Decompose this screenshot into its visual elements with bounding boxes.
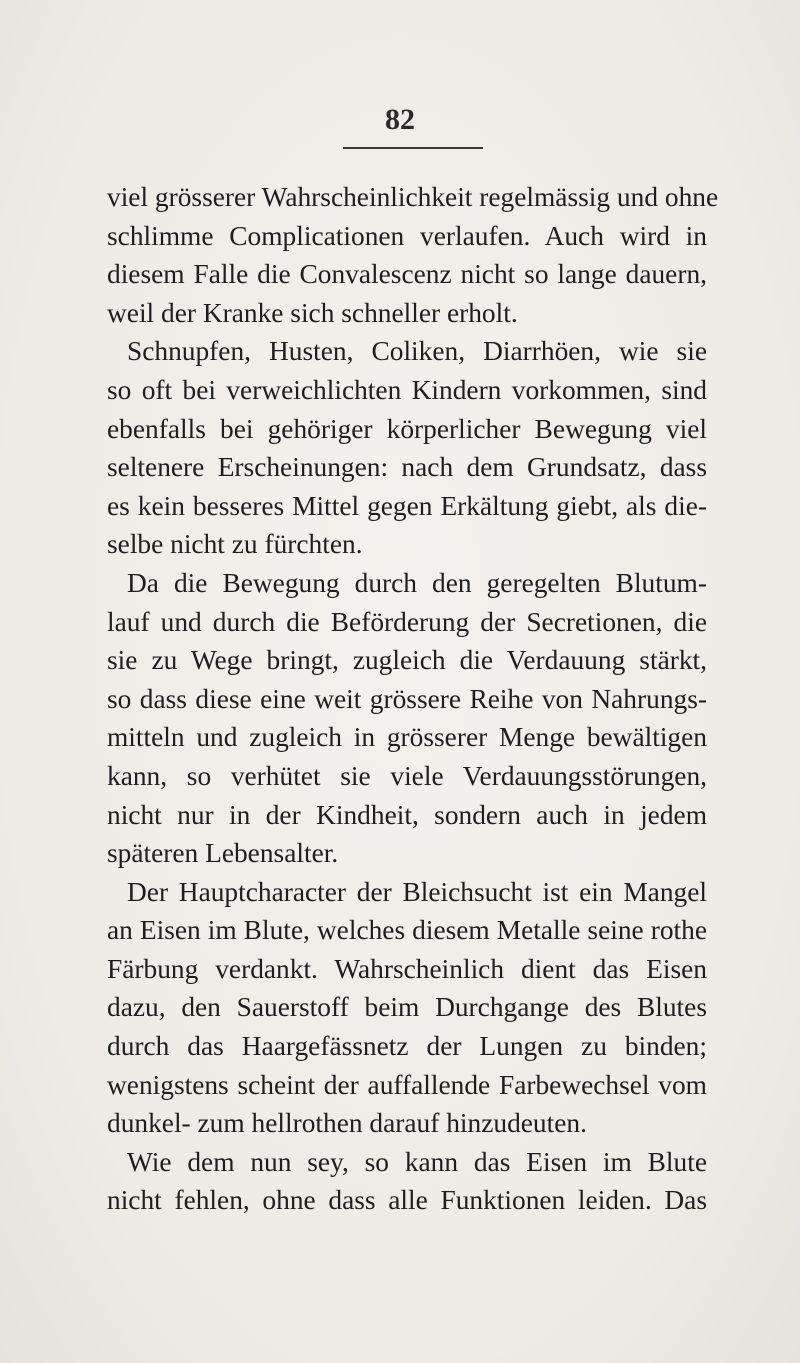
text-line: Färbung verdankt. Wahrscheinlich dient das Eisen	[107, 953, 707, 984]
text-line: es kein besseres Mittel gegen Erkältung giebt, als die-	[107, 490, 707, 521]
text-line: weil der Kranke sich schneller erholt.	[107, 297, 518, 328]
text-line: nicht fehlen, ohne dass alle Funktionen leiden. Das	[107, 1185, 707, 1216]
text-line: kann, so verhütet sie viele Verdauungsstörungen,	[107, 760, 707, 791]
text-line: viel grösserer Wahrscheinlichkeit regelmässig und ohne	[107, 182, 719, 212]
text-line: diesem Falle die Convalescenz nicht so lange dauern,	[107, 259, 707, 290]
text-line: späteren Lebensalter.	[107, 838, 339, 869]
text-line: Schnupfen, Husten, Coliken, Diarrhöen, wie sie	[127, 336, 707, 367]
page-number: 82	[385, 103, 415, 136]
text-line: lauf und durch die Beförderung der Secretionen, die	[107, 606, 707, 637]
text-line: Da die Bewegung durch den geregelten Blutum-	[127, 567, 707, 598]
text-line: an Eisen im Blute, welches diesem Metalle seine rothe	[107, 915, 707, 946]
text-line: sie zu Wege bringt, zugleich die Verdauung stärkt,	[107, 645, 707, 676]
text-line: dazu, den Sauerstoff beim Durchgange des Blutes	[107, 992, 707, 1023]
text-line: so dass diese eine weit grössere Reihe von Nahrungs-	[107, 683, 707, 714]
text-line: wenigstens scheint der auffallende Farbewechsel vom	[107, 1069, 707, 1100]
text-line: seltenere Erscheinungen: nach dem Grundsatz, dass	[107, 452, 707, 483]
text-line: dunkel- zum hellrothen darauf hinzudeuten.	[107, 1108, 587, 1139]
text-line: selbe nicht zu fürchten.	[107, 529, 363, 560]
text-line: so oft bei verweichlichten Kindern vorkommen, sind	[107, 374, 707, 405]
text-line: durch das Haargefässnetz der Lungen zu binden;	[107, 1031, 707, 1062]
text-line: mitteln und zugleich in grösserer Menge bewältigen	[107, 722, 707, 753]
text-line: ebenfalls bei gehöriger körperlicher Bewegung viel	[107, 413, 707, 444]
text-line: schlimme Complicationen verlaufen. Auch wird in	[107, 220, 707, 251]
text-line: nicht nur in der Kindheit, sondern auch in jedem	[107, 799, 707, 830]
text-line: Wie dem nun sey, so kann das Eisen im Blute	[127, 1146, 707, 1177]
header-rule	[343, 147, 483, 149]
text-line: Der Hauptcharacter der Bleichsucht ist ein Mangel	[127, 876, 707, 907]
body-text	[107, 178, 719, 1220]
